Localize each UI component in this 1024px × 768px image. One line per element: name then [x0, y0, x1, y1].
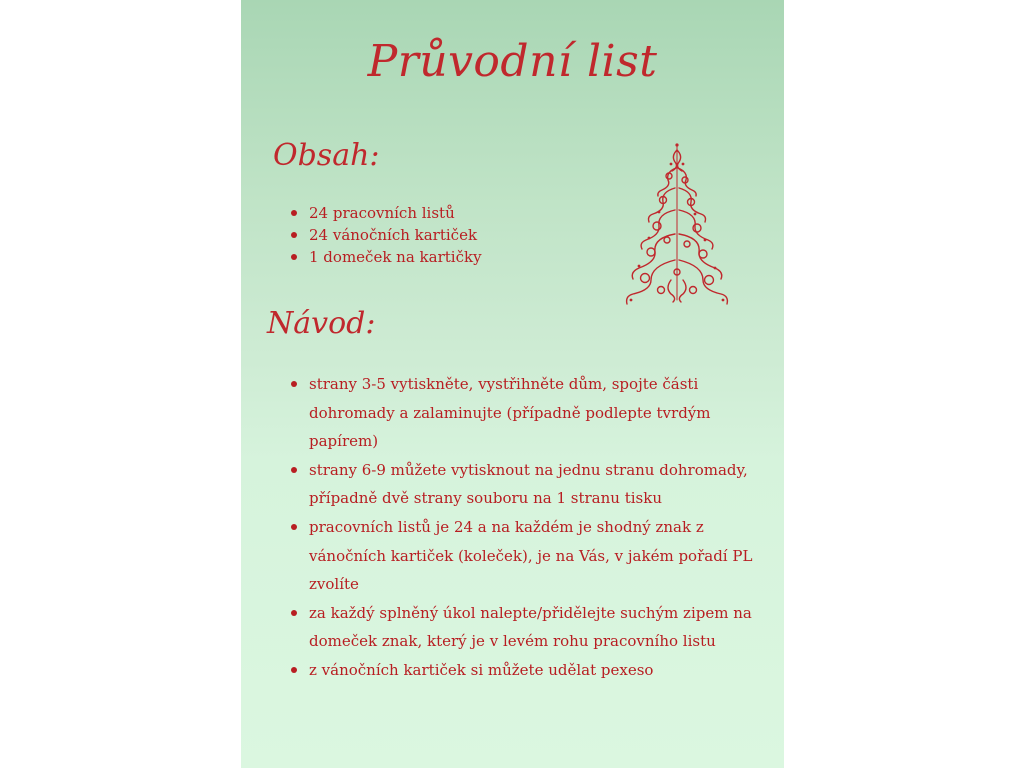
list-item: strany 3-5 vytiskněte, vystřihněte dům, spojte části dohromady a zalaminujte (případně podlepte tvrdým papírem) — [283, 370, 763, 456]
list-item: 1 domeček na kartičky — [283, 246, 543, 268]
document-page — [241, 0, 784, 768]
list-item: 24 pracovních listů — [283, 202, 543, 224]
contents-list — [283, 202, 543, 268]
list-item: pracovních listů je 24 a na každém je shodný znak z vánočních kartiček (koleček), je na Vás, v jakém pořadí PL zvolíte — [283, 513, 763, 599]
page-title: Průvodní list — [367, 36, 658, 87]
list-item: 24 vánočních kartiček — [283, 224, 543, 246]
list-item: za každý splněný úkol nalepte/přidělejte suchým zipem na domeček znak, který je v levém rohu pracovního listu — [283, 599, 763, 656]
contents-heading: Obsah: — [273, 138, 380, 173]
ornamental-christmas-tree-icon — [619, 140, 735, 308]
list-item: z vánočních kartiček si můžete udělat pexeso — [283, 656, 763, 685]
instructions-heading: Návod: — [267, 306, 376, 341]
instructions-list — [283, 370, 763, 685]
list-item: strany 6-9 můžete vytisknout na jednu stranu dohromady, případně dvě strany souboru na 1 stranu tisku — [283, 456, 763, 513]
